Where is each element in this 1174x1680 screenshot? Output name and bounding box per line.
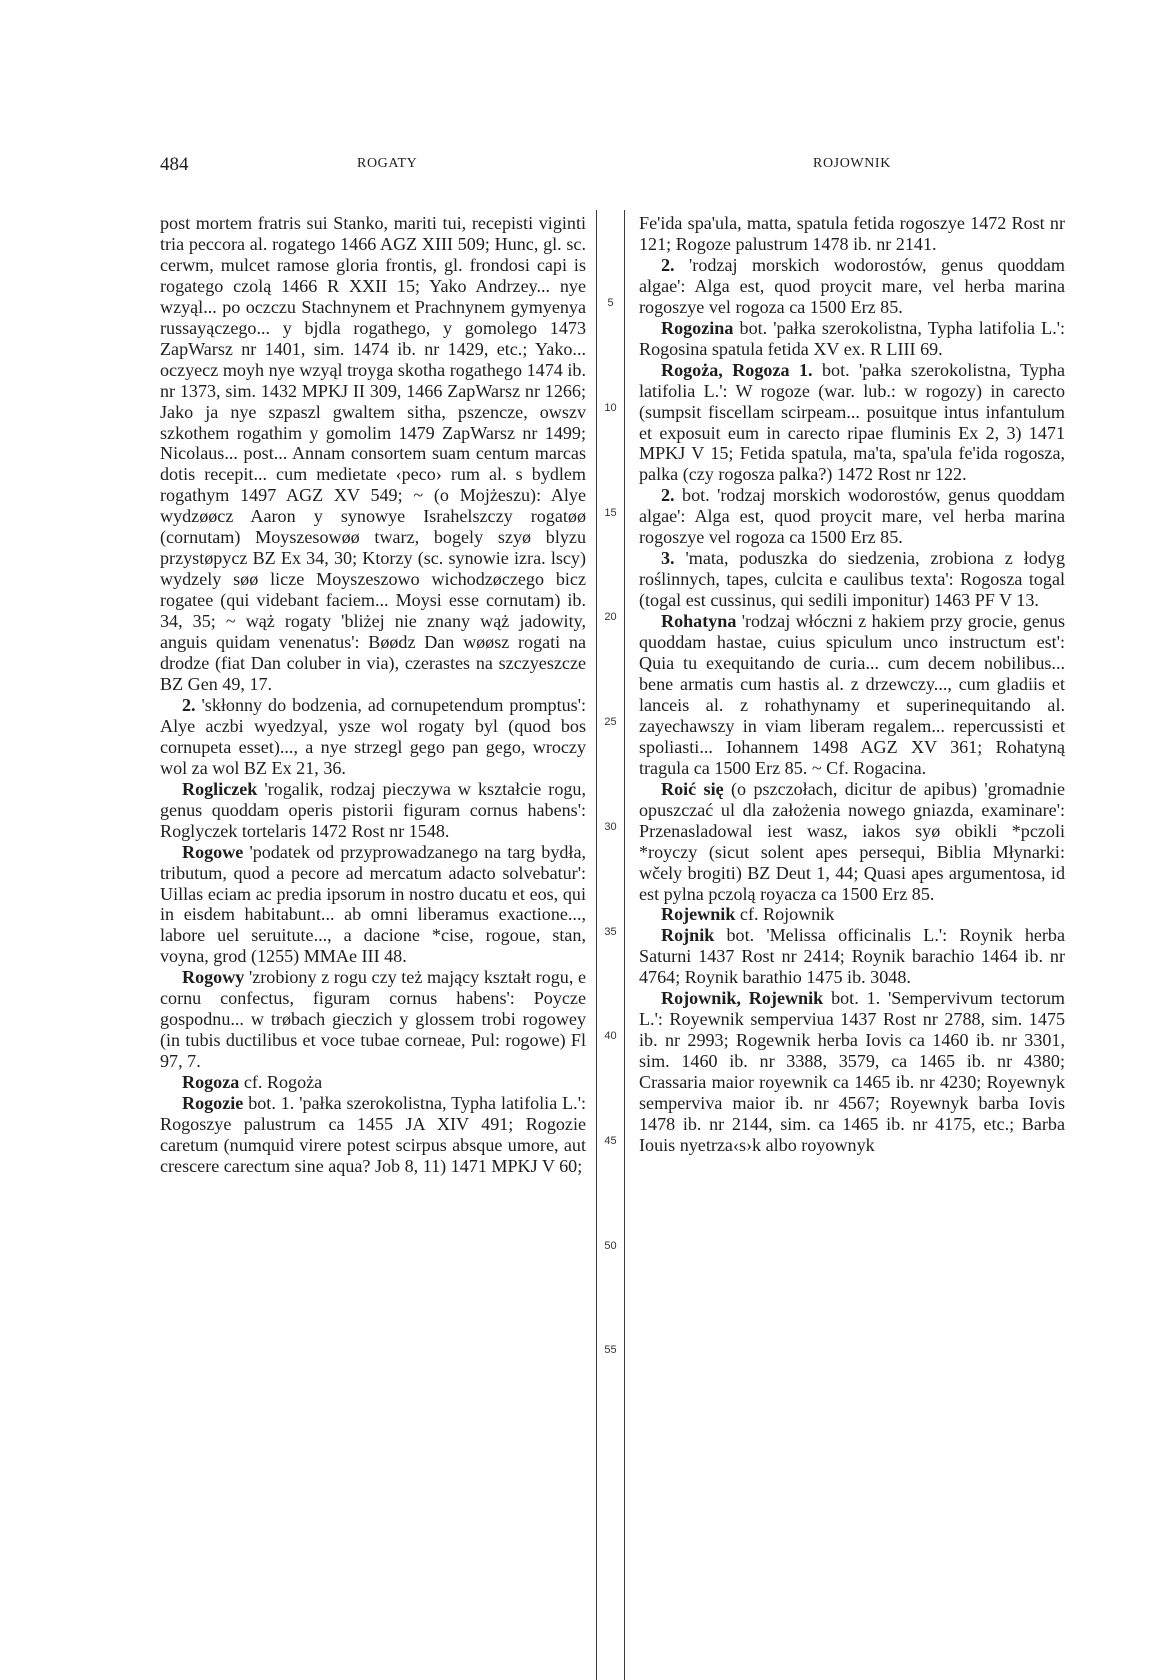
right-column <box>639 213 1065 1156</box>
entry-paragraph: 3. 'mata, poduszka do siedzenia, zrobiona z łodyg roślinnych, tapes, culcita e caulibus texta': Rogosza togal (togal est cussinus, qui sedili imponitur) 1463 PF V 13. <box>639 548 1065 611</box>
entry-rogowe: Rogowe 'podatek od przyprowadzanego na targ bydła, tributum, quod a pecore ad mercatum adacto solvebatur': Uillas eciam ac predia ipsorum in nostro ducatu et eos, qui in eisdem habitabunt... ab omni liberamus exactione..., labore uel seruitute..., a dacione *cise, rogoue, stan, voyna, grod (1255) MMAe III 48. <box>160 841 586 967</box>
line-number: 45 <box>604 1135 617 1147</box>
entry-roic-sie: Roić się (o pszczołach, dicitur de apibus) 'gromadnie opuszczać ul dla założenia nowego gniazda, examinare': Przenasladowal iest wasz, iakos syø obikli *pczoli *royczy (sicut solent apes persequi, Biblia Młynarki: wčely brogiti) BZ Deut 1, 44; Quasi apes argumentosa, id est pylna pczolą royacza ca 1500 Erz 85. <box>639 778 1065 904</box>
line-number: 40 <box>604 1030 617 1042</box>
line-number-gutter <box>597 213 624 1413</box>
headword: Rogliczek <box>182 778 258 799</box>
entry-rogoza: Rogoza cf. Rogoża <box>182 1072 323 1093</box>
entry-rohatyna: Rohatyna 'rodzaj włóczni z hakiem przy grocie, genus quoddam hastae, cuius spiculum unco instructum est': Quia tu exequitando de curia... cum decem nobilibus... bene armatis cum hastis al. z drzewczy..., cum gladiis et lanceis al. z rohathynamy et superinequitando al. zayechawszy in viam liberam regalem... repercussisti et spoliasti... Iohannem 1498 AGZ XV 361; Rohatyną tragula ca 1500 Erz 85. ~ Cf. Rogacina. <box>639 611 1065 778</box>
line-number: 35 <box>604 926 617 938</box>
entry-rojownik: Rojownik, Rojewnik bot. 1. 'Sempervivum tectorum L.': Royewnik semperviua 1437 Rost nr 2788, sim. 1475 ib. nr 2993; Rogewnik herba Iovis ca 1460 ib. nr 3301, sim. 1460 ib. nr 3388, 3579, ca 1465 ib. nr 4380; Crassaria maior royewnik ca 1465 ib. nr 4230; Royewnyk semperviva maior ib. nr 4567; Royewnyk barba Iovis 1478 ib. nr 2144, sim. ca 1465 ib. nr 4175, etc.; Barba Iouis nyetrza‹s›k albo royownyk <box>639 988 1065 1155</box>
entry-rogliczek: Rogliczek 'rogalik, rodzaj pieczywa w kształcie rogu, genus quoddam operis pistorii figuram cornus habens': Roglyczek tortelaris 1472 Rost nr 1548. <box>160 778 586 841</box>
entry-rogozina: Rogozina bot. 'pałka szerokolistna, Typha latifolia L.': Rogosina spatula fetida XV ex. R LIII 69. <box>639 317 1065 359</box>
line-number: 50 <box>604 1240 617 1252</box>
headword: Rogowe <box>182 841 244 862</box>
headword: Rojnik <box>661 925 715 946</box>
entry-paragraph: 2. 'rodzaj morskich wodorostów, genus quoddam algae': Alga est, quod proycit mare, vel herba marina rogoszye vel rogoza ca 1500 Erz 85. <box>639 254 1065 317</box>
headword: Rohatyna <box>661 611 737 632</box>
page-number: 484 <box>160 154 189 175</box>
line-number: 20 <box>604 611 617 623</box>
line-number: 10 <box>604 402 617 414</box>
headword: Rogoza <box>182 1072 240 1093</box>
line-number: 5 <box>607 297 614 309</box>
headword: Rojownik, Rojewnik <box>661 988 824 1009</box>
headword: Rogowy <box>182 967 245 988</box>
headword: Rogoża, Rogoza 1. <box>661 359 813 380</box>
line-number: 30 <box>604 821 617 833</box>
running-head-left: ROGATY <box>357 156 418 171</box>
entry-paragraph: Fe'ida spa'ula, matta, spatula fetida rogoszye 1472 Rost nr 121; Rogoze palustrum 1478 ib. nr 2141. <box>639 213 1065 254</box>
line-number: 15 <box>604 507 617 519</box>
headword: Rojewnik <box>661 904 736 925</box>
entry-rojewnik: Rojewnik cf. Rojownik <box>661 904 835 925</box>
headword: Rogozie <box>182 1093 244 1114</box>
column-rule-right <box>624 210 625 1680</box>
entry-paragraph: 2. 'skłonny do bodzenia, ad cornupetendum promptus': Alye aczbi wyedzyal, ysze wol rogaty byl (quod bos cornupeta esset)..., a nye strzegl gego pan gego, wroczy wol za wol BZ Ex 21, 36. <box>160 694 586 778</box>
entry-rojnik: Rojnik bot. 'Melissa officinalis L.': Roynik herba Saturni 1437 Rost nr 2414; Roynik barachio 1464 ib. nr 4764; Roynik barathio 1475 ib. 3048. <box>639 925 1065 988</box>
entry-paragraph: post mortem fratris sui Stanko, mariti tui, recepisti viginti tria peccora al. rogatego 1466 AGZ XIII 509; Hunc, gl. sc. cerwm, mulcet ramose gloria frontis, gl. frondosi capi is rogatego czolą 1466 R XXII 15; Yako Andrzey... nye wzyąl... po oczczu Stachnynem et Prachnynem gymyenya russayączego... y bjdla rogathego, y gomolego 1473 ZapWarsz nr 1401, sim. 1474 ib. nr 1429, etc.; Yako... oczyecz moyh nye wzyąl troyga skotha rogathego 1474 ib. nr 1373, sim. 1432 MPKJ II 309, 1466 ZapWarsz nr 1266; Jako ja nye szpaszl gwaltem sitha, pszencze, owszv szkothem rogathim y gomolim 1479 ZapWarsz nr 1499; Nicolaus... post... Annam consortem suam centum marcas dotis recepit... cum medietate ‹peco› rum al. s bydlem rogathym 1497 AGZ XV 549; ~ (o Mojżeszu): Alye wydzøøcz Aaron y synowye Israhelszczy rogatøø (cornutam) Moyszesowøø twarz, bogely szyø blyzu przystøpycz BZ Ex 34, 30; Ktorzy (sc. synowie izra. lscy) wydzely søø licze Moyszeszowo wichodzøczego bicz rogatee (qui videbant faciem... Moysi esse cornutam) ib. 34, 35; ~ wąż rogaty 'bliżej nie znany wąż jadowity, anguis quidam venenatus': Bøødz Dan wøøsz rogati na drodze (fiat Dan coluber in via), czerastes na szczyeszcze BZ Gen 49, 17. <box>160 213 586 694</box>
left-column <box>160 213 586 1177</box>
entry-rogoza: Rogoża, Rogoza 1. bot. 'pałka szerokolistna, Typha latifolia L.': W rogoze (war. lub.: w rogozy) in carecto (sumpsit fiscellam scirpeam... posuitque intus infantulum et exposuit eum in carecto ripae fluminis Ex 2, 3) 1471 MPKJ V 15; Fetida spatula, ma'ta, spa'ula fe'ida rogosza, palka (czy rogosza palka?) 1472 Rost nr 122. <box>639 359 1065 485</box>
running-head-right: ROJOWNIK <box>813 156 891 171</box>
entry-rogowy: Rogowy 'zrobiony z rogu czy też mający kształt rogu, e cornu confectus, figuram cornus habens': Poycze gospodnu... w trøbach gieczich y glossem trobi rogowey (in tubis ductilibus et voce tubae corneae, Pul: rogowe) Fl 97, 7. <box>160 967 586 1072</box>
page-header <box>160 152 1065 180</box>
headword: Roić się <box>661 778 724 799</box>
entry-rogozie: Rogozie bot. 1. 'pałka szerokolistna, Typha latifolia L.': Rogoszye palustrum ca 1455 JA XIV 491; Rogozie caretum (numquid virere potest scirpus absque umore, aut crescere carectum sine aqua? Job 8, 11) 1471 MPKJ V 60; <box>160 1093 586 1176</box>
headword: Rogozina <box>661 317 734 338</box>
entry-paragraph: 2. bot. 'rodzaj morskich wodorostów, genus quoddam algae': Alga est, quod proycit mare, vel herba marina rogoszye vel rogoza ca 1500 Erz 85. <box>639 485 1065 548</box>
line-number: 25 <box>604 716 617 728</box>
line-number: 55 <box>604 1344 617 1356</box>
